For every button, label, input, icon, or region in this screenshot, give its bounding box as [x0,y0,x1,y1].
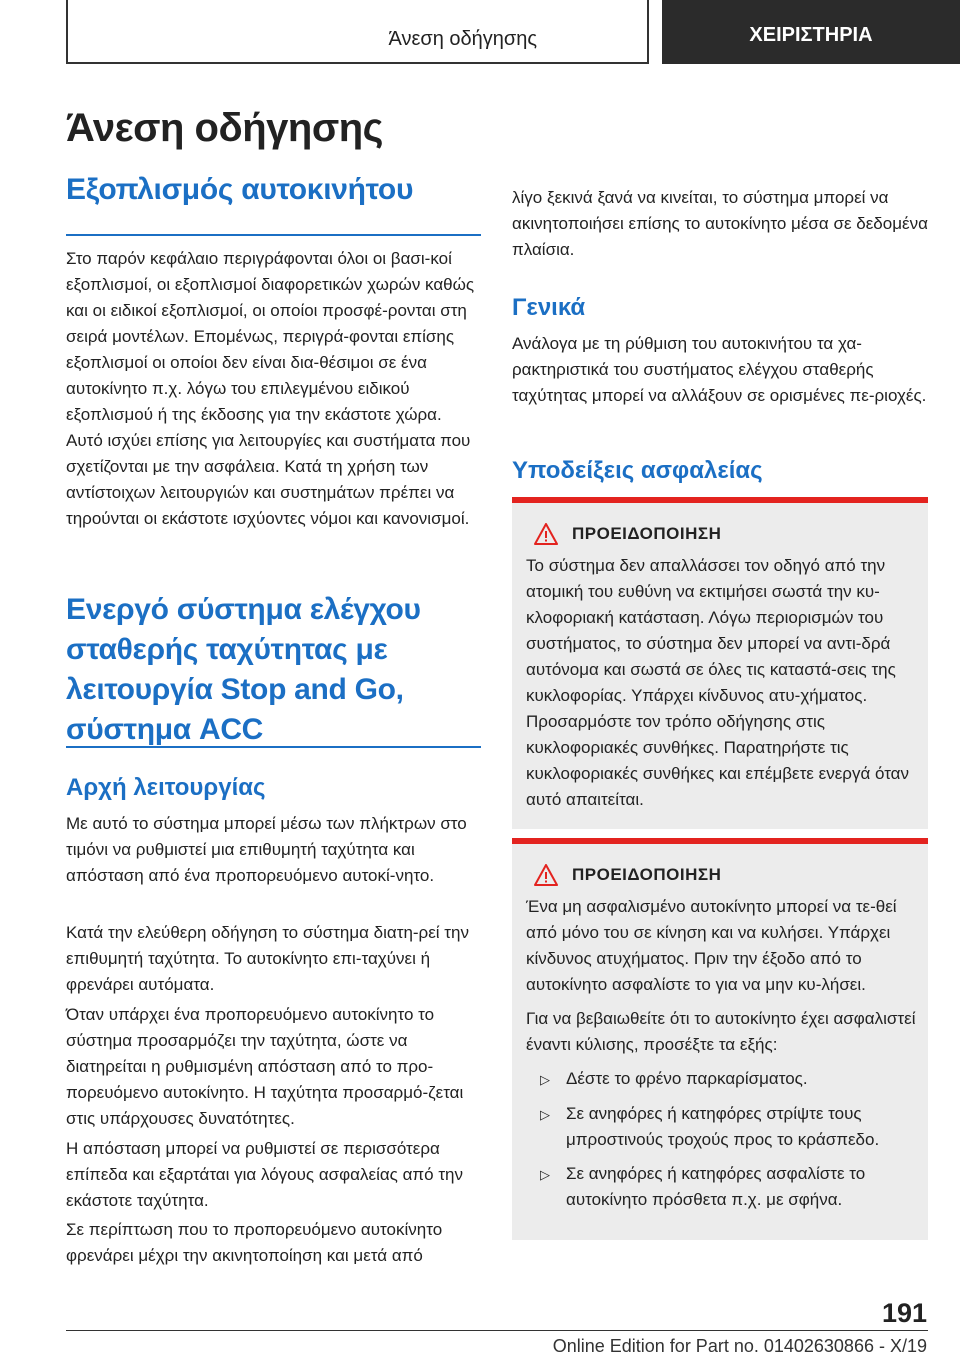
warning-triangle-icon [534,864,558,886]
heading-rule [66,746,481,748]
paragraph-principle-1: Με αυτό το σύστημα μπορεί μέσω των πλήκτρων στο τιμόνι να ρυθμιστεί μια επιθυμητή ταχύτητα και απόσταση από ένα προπορευόμενο αυτοκί-νητο. [66,814,467,885]
warning-title-row [526,864,918,886]
bullet-arrow-icon: ▷ [540,1072,550,1087]
page-title: Άνεση οδήγησης [66,106,383,150]
list-item [526,1101,918,1153]
warning-title: ΠΡΟΕΙΔΟΠΟΙΗΣΗ [572,524,722,543]
heading-vehicle-equipment: Εξοπλισμός αυτοκινήτου [66,173,414,206]
paragraph-continued: λίγο ξεκινά ξανά να κινείται, το σύστημα μπορεί να ακινητοποιήσει επίσης το αυτοκίνητο μέσα σε δεδομένα πλαίσια. [512,188,928,259]
header-section-title: Άνεση οδήγησης [388,28,537,50]
bullet-arrow-icon: ▷ [540,1167,550,1182]
list-item [526,1066,918,1093]
warning-triangle-icon [534,523,558,545]
list-item-text: Σε ανηφόρες ή κατηφόρες ασφαλίστε το αυτοκίνητο πρόσθετα π.χ. με σφήνα. [566,1164,866,1209]
paragraph-equipment: Στο παρόν κεφάλαιο περιγράφονται όλοι οι βασι-κοί εξοπλισμοί, οι εξοπλισμοί διαφορετικών χωρών καθώς και οι ειδικοί εξοπλισμοί, οι οποίοι προσφέ-ρονται στη σειρά μοντέλων. Επομένως, περιγρά-φονται επίσης εξοπλισμοί οι οποίοι δεν είναι δια-θέσιμοι σε ένα αυτοκίνητο π.χ. λόγω του επιλεγμένου ειδικού εξοπλισμού ή της έκδοσης για την εκάστοτε χώρα. Αυτό ισχύει επίσης για λειτουργίες και συστήματα που σχετίζονται με την ασφάλεια. Κατά τη χρήση των αντίστοιχων λειτουργιών και συστημάτων πρέπει να τηρούνται οι εκάστοτε ισχύοντες νόμοι και κανονισμοί. [66,249,475,528]
heading-safety: Υποδείξεις ασφαλείας [512,457,763,484]
warning-title-row [526,523,918,545]
heading-general: Γενικά [512,294,586,321]
paragraph-principle-2: Κατά την ελεύθερη οδήγηση το σύστημα διατη-ρεί την επιθυμητή ταχύτητα. Το αυτοκίνητο επι-ταχύνει ή φρενάρει αυτόματα. [66,923,469,994]
warning-title: ΠΡΟΕΙΔΟΠΟΙΗΣΗ [572,865,722,884]
paragraph-principle-3: Όταν υπάρχει ένα προπορευόμενο αυτοκίνητο το σύστημα προσαρμόζει την ταχύτητα, ώστε να διατηρείται η ρυθμισμένη απόσταση από το προ-πορευόμενο αυτοκίνητο. Η ταχύτητα προσαρμό-ζεται στις υπάρχουσες δυνατότητες. [66,1005,464,1128]
header-section-tab [66,0,649,64]
paragraph-general: Ανάλογα με τη ρύθμιση του αυτοκινήτου τα χα-ρακτηριστικά του συστήματος ελέγχου σταθερής ταχύτητας μπορεί να αλλάξουν σε ορισμένες πε-ριοχές. [512,334,927,405]
warning-box-2 [512,838,928,1240]
heading-acc: Ενεργό σύστημα ελέγχου σταθερής ταχύτητας με λειτουργία Stop and Go, σύστημα ACC [66,593,421,746]
header-chapter-label: ΧΕΙΡΙΣΤΗΡΙΑ [662,0,960,64]
warning-text-1: Ένα μη ασφαλισμένο αυτοκίνητο μπορεί να τε-θεί από μόνο του σε κίνηση και να κυλήσει. Υπάρχει κίνδυνος ατυχήματος. Πριν την έξοδο από το αυτοκίνητο ασφαλίστε το για να μην κυ-λήσει. [526,897,897,994]
warning-text: Το σύστημα δεν απαλλάσσει τον οδηγό από την ατομική του ευθύνη να εκτιμήσει σωστά την κυ-κλοφοριακή κατάσταση. Λόγω περιορισμών του συστήματος, το σύστημα δεν μπορεί να αντι-δρά αυτόνομα και σωστά σε όλες τις καταστά-σεις της κυκλοφορίας. Υπάρχει κίνδυνος ατυ-χήματος. Προσαρμόστε τον τρόπο οδήγησης στις κυκλοφοριακές συνθήκες. Παρατηρήστε τις κυκλοφοριακές συνθήκες και επέμβετε ενεργά όταν αυτό απαιτείται. [526,556,910,809]
warning-box-1 [512,497,928,829]
heading-rule [66,234,481,236]
list-item [526,1161,918,1213]
footer-edition: Online Edition for Part no. 01402630866 - X/19 [552,1336,927,1356]
list-item-text: Σε ανηφόρες ή κατηφόρες στρίψτε τους μπροστινούς τροχούς προς το κράσπεδο. [566,1104,880,1149]
bullet-arrow-icon: ▷ [540,1107,550,1122]
paragraph-principle-5: Σε περίπτωση που το προπορευόμενο αυτοκίνητο φρενάρει μέχρι την ακινητοποίηση και μετά από [66,1220,443,1265]
page-number: 191 [881,1298,927,1328]
heading-principle: Αρχή λειτουργίας [66,774,266,801]
footer-rule [66,1330,928,1331]
list-item-text: Δέστε το φρένο παρκαρίσματος. [566,1069,808,1088]
paragraph-principle-4: Η απόσταση μπορεί να ρυθμιστεί σε περισσότερα επίπεδα και εξαρτάται για λόγους ασφαλείας από την εκάστοτε ταχύτητα. [66,1139,463,1210]
warning-text-2: Για να βεβαιωθείτε ότι το αυτοκίνητο έχει ασφαλιστεί έναντι κύλισης, προσέξτε τα εξής: [526,1009,916,1054]
